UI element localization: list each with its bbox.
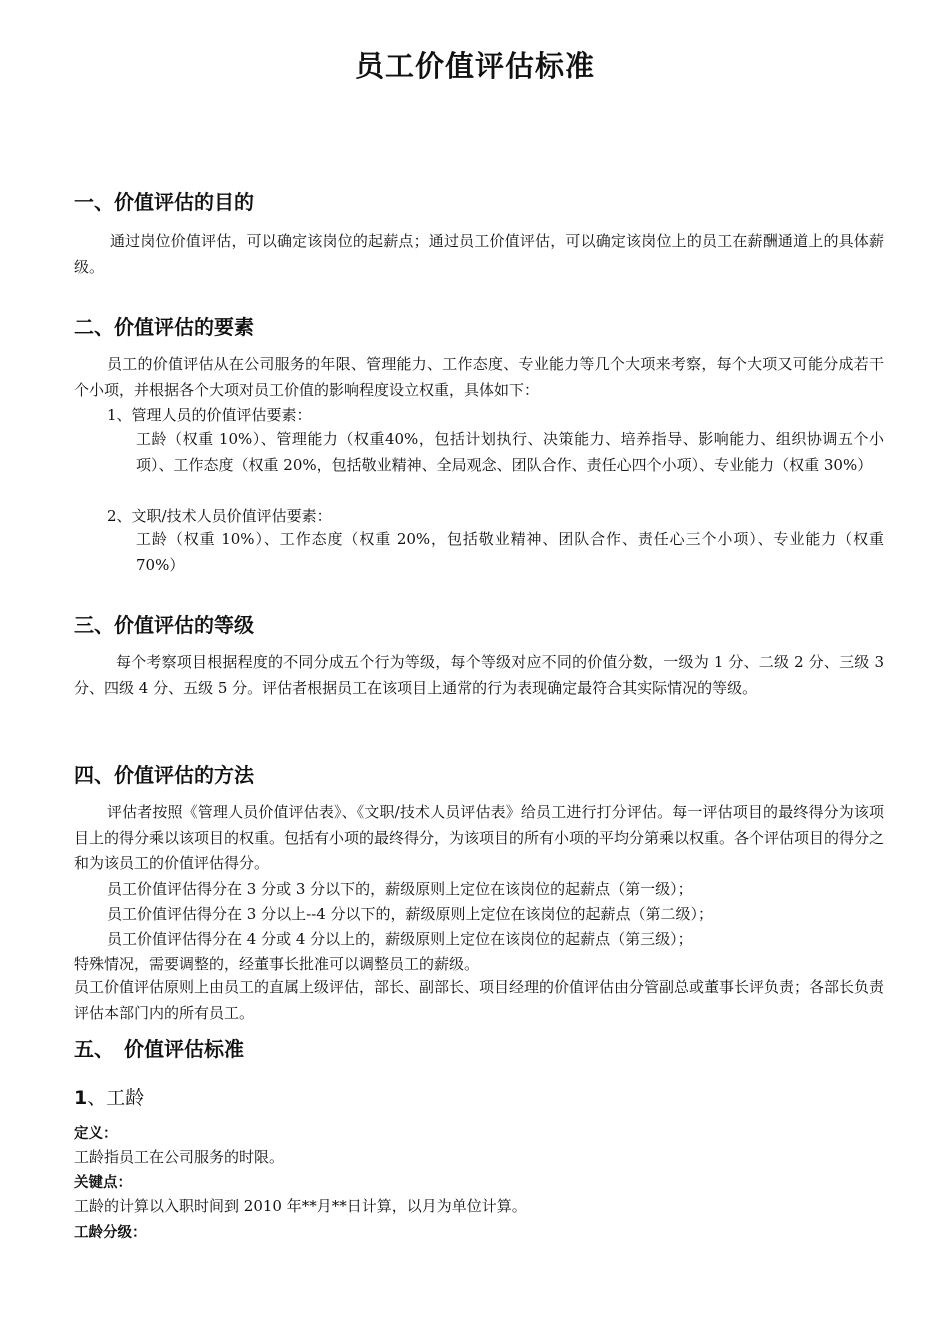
seniority-grade-label: 工龄分级： (74, 1225, 147, 1241)
key-point-label: 关键点： (74, 1175, 132, 1191)
definition-text: 工龄指员工在公司服务的时限。 (74, 1148, 285, 1166)
section-4-rule-3: 员工价值评估得分在 4 分或 4 分以上的，薪级原则上定位在该岗位的起薪点（第三级）； (107, 930, 693, 948)
key-point-text: 工龄的计算以入职时间到 2010 年**月**日计算，以月为单位计算。 (74, 1197, 527, 1215)
section-1-paragraph: 通过岗位价值评估，可以确定该岗位的起薪点；通过员工价值评估，可以确定该岗位上的员工在薪酬通道上的具体薪级。 (74, 232, 884, 276)
section-2-item-1-body: 工龄（权重 10%）、管理能力（权重40%，包括计划执行、决策能力、培养指导、影响能力、组织协调五个小项）、工作态度（权重 20%，包括敬业精神、全局观念、团队合作、责任心四个小项）、专业能力（权重 30%） (136, 430, 884, 474)
section-2-item-1-label: 1、管理人员的价值评估要素： (107, 406, 312, 424)
section-3-paragraph: 每个考察项目根据程度的不同分成五个行为等级，每个等级对应不同的价值分数，一级为 1 分、二级 2 分、三级 3 分、四级 4 分、五级 5 分。评估者根据员工在该项目上通常的行为表现确定最符合其实际情况的等级。 (74, 653, 884, 697)
subsection-title: 、工龄 (87, 1087, 145, 1109)
section-4-rule-2: 员工价值评估得分在 3 分以上--4 分以下的，薪级原则上定位在该岗位的起薪点（第二级）； (107, 905, 714, 923)
section-1-heading: 一、价值评估的目的 (74, 190, 254, 214)
section-2-item-2-label: 2、文职/技术人员价值评估要素： (107, 507, 332, 525)
section-3-heading: 三、价值评估的等级 (74, 613, 254, 637)
subsection-number: 1 (74, 1087, 88, 1109)
section-4-responsibility: 员工价值评估原则上由员工的直属上级评估，部长、副部长、项目经理的价值评估由分管副总或董事长评负责；各部长负责评估本部门内的所有员工。 (74, 978, 885, 1022)
section-2-item-2-body: 工龄（权重 10%）、工作态度（权重 20%，包括敬业精神、团队合作、责任心三个小项）、专业能力（权重 70%） (136, 530, 884, 574)
section-2-heading: 二、价值评估的要素 (74, 315, 254, 339)
section-4-rule-1: 员工价值评估得分在 3 分或 3 分以下的，薪级原则上定位在该岗位的起薪点（第一级）； (107, 880, 693, 898)
section-4-heading: 四、价值评估的方法 (74, 763, 254, 787)
section-2-paragraph: 员工的价值评估从在公司服务的年限、管理能力、工作态度、专业能力等几个大项来考察，每个大项又可能分成若干个小项，并根据各个大项对员工价值的影响程度设立权重，具体如下： (74, 355, 884, 399)
section-5-heading: 五、 价值评估标准 (74, 1037, 244, 1061)
definition-label: 定义： (74, 1126, 118, 1142)
page-title: 员工价值评估标准 (354, 49, 595, 83)
section-4-special-case: 特殊情况，需要调整的，经董事长批准可以调整员工的薪级。 (74, 955, 480, 973)
section-4-paragraph: 评估者按照《管理人员价值评估表》、《文职/技术人员评估表》给员工进行打分评估。每一评估项目的最终得分为该项目上的得分乘以该项目的权重。包括有小项的最终得分，为该项目的所有小项的平均分第乘以权重。各个评估项目的得分之和为该员工的价值评估得分。 (74, 803, 885, 872)
subsection-seniority-heading (74, 1083, 144, 1110)
